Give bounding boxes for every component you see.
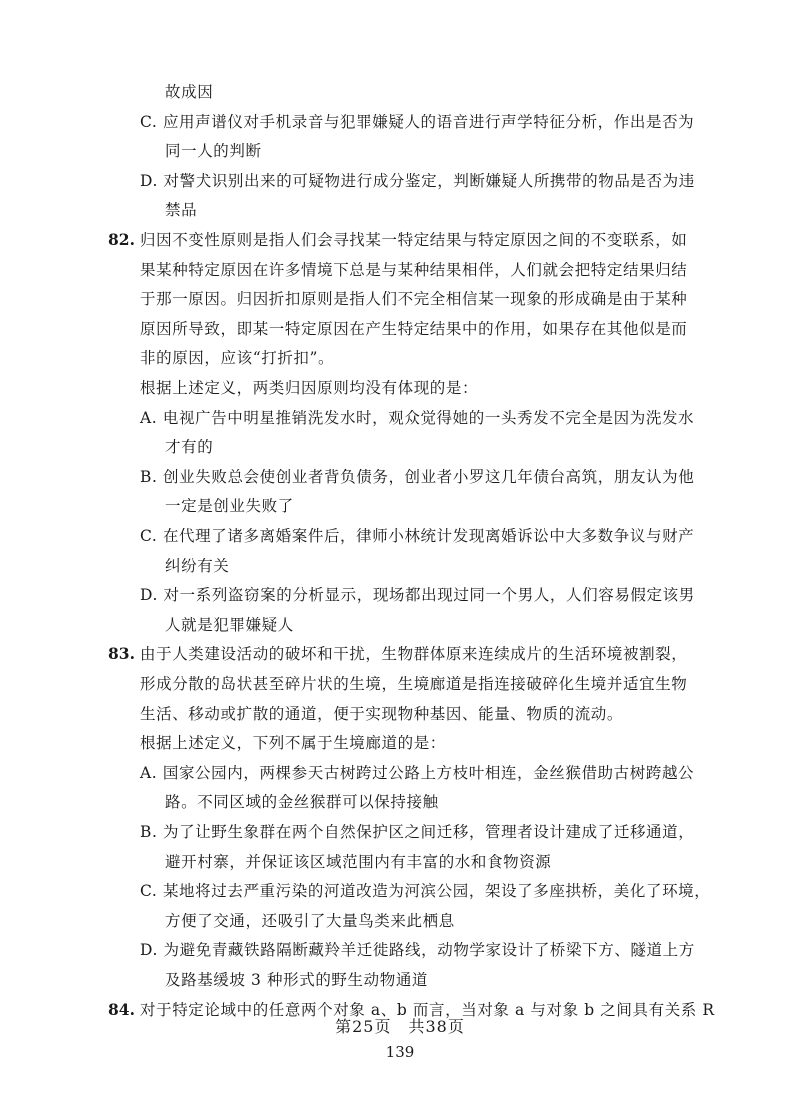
- prev-option-d-line1: D. 对警犬识别出来的可疑物进行成分鉴定，判断嫌疑人所携带的物品是否为违: [140, 172, 695, 190]
- page-indicator: 第25页 共38页: [335, 1017, 465, 1036]
- q82-question: 根据上述定义，两类归因原则均没有体现的是：: [140, 379, 479, 397]
- q83-option-a-line2: 路。不同区域的金丝猴群可以保持接触: [165, 793, 439, 811]
- option-tail-text: 故成因: [165, 83, 214, 101]
- q83-option-c-line2: 方便了交通，还吸引了大量鸟类来此栖息: [165, 912, 455, 930]
- q83-option-b-line1: B. 为了让野生象群在两个自然保护区之间迁移，管理者设计建成了迁移通道，: [140, 823, 695, 841]
- q83-stem-line2: 形成分散的岛状甚至碎片状的生境，生境廊道是指连接破碎化生境并适宜生物: [140, 675, 688, 693]
- q82-stem-line3: 于那一原因。归因折扣原则是指人们不完全相信某一现象的形成确是由于某种: [140, 290, 688, 308]
- q83-option-d-line2: 及路基缓坡 3 种形式的野生动物通道: [165, 971, 429, 989]
- q83-option-c-line1: C. 某地将过去严重污染的河道改造为河滨公园，架设了多座拱桥，美化了环境，: [140, 882, 711, 900]
- q83-option-b-line2: 避开村寨，并保证该区域范围内有丰富的水和食物资源: [165, 853, 552, 871]
- q82-option-c-line2: 纠纷有关: [165, 557, 230, 575]
- prev-option-c-line1: C. 应用声谱仪对手机录音与犯罪嫌疑人的语音进行声学特征分析，作出是否为: [140, 113, 695, 131]
- q83-option-d-line1: D. 为避免青藏铁路隔断藏羚羊迁徙路线，动物学家设计了桥梁下方、隧道上方: [140, 941, 695, 959]
- q83-stem-line1: 由于人类建设活动的破坏和干扰，生物群体原来连续成片的生活环境被割裂，: [140, 645, 688, 663]
- q82-option-c-line1: C. 在代理了诸多离婚案件后，律师小林统计发现离婚诉讼中大多数争议与财产: [140, 527, 695, 545]
- q84-stem-line1: 对于特定论域中的任意两个对象 a、b 而言，当对象 a 与对象 b 之间具有关系 R: [140, 1001, 715, 1019]
- q82-option-d-line2: 人就是犯罪嫌疑人: [165, 616, 294, 634]
- q82-stem-line2: 果某种特定原因在许多情境下总是与某种结果相伴，人们就会把特定结果归结: [140, 261, 688, 279]
- prev-option-c-line2: 同一人的判断: [165, 142, 262, 160]
- question-84-number: 84.: [108, 1000, 135, 1019]
- q82-option-b-line1: B. 创业失败总会使创业者背负债务，创业者小罗这几年债台高筑，朋友认为他: [140, 468, 695, 486]
- q82-stem-line5: 非的原因，应该“打折扣”。: [140, 349, 335, 367]
- q82-option-a-line1: A. 电视广告中明星推销洗发水时，观众觉得她的一头秀发不完全是因为洗发水: [140, 409, 695, 427]
- q82-option-a-line2: 才有的: [165, 438, 214, 456]
- q83-stem-line3: 生活、移动或扩散的通道，便于实现物种基因、能量、物质的流动。: [140, 705, 624, 723]
- q82-option-d-line1: D. 对一系列盗窃案的分析显示，现场都出现过同一个男人，人们容易假定该男: [140, 586, 695, 604]
- q83-option-a-line1: A. 国家公园内，两棵参天古树跨过公路上方枝叶相连，金丝猴借助古树跨越公: [140, 764, 695, 782]
- q82-stem-line1: 归因不变性原则是指人们会寻找某一特定结果与特定原因之间的不变联系，如: [140, 231, 688, 249]
- page-number: 139: [385, 1043, 415, 1061]
- prev-option-d-line2: 禁品: [165, 201, 198, 219]
- question-83-number: 83.: [108, 644, 135, 663]
- q82-stem-line4: 原因所导致，即某一特定原因在产生特定结果中的作用，如果存在其他似是而: [140, 320, 688, 338]
- question-82-number: 82.: [108, 230, 135, 249]
- q82-option-b-line2: 一定是创业失败了: [165, 497, 294, 515]
- q83-question: 根据上述定义，下列不属于生境廊道的是：: [140, 734, 446, 752]
